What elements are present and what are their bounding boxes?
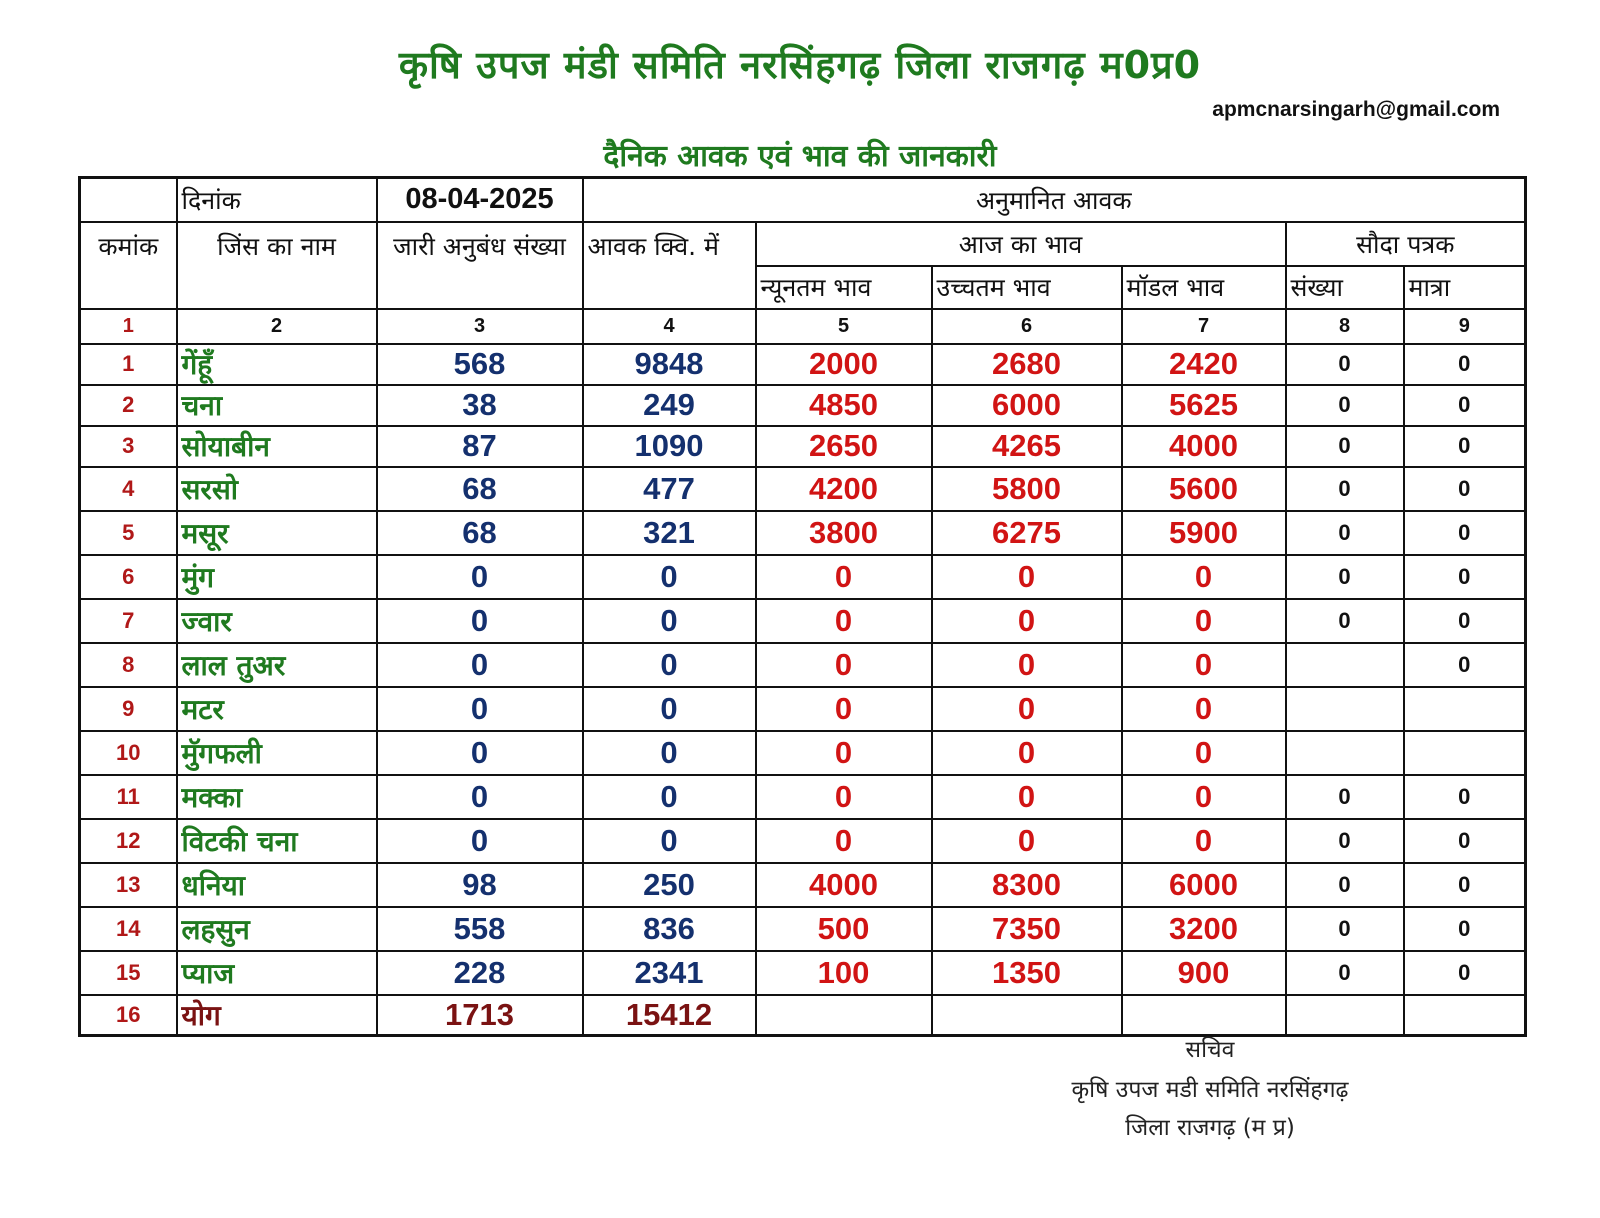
modal-price-cell: 5600 <box>1122 467 1286 511</box>
sauda-count-cell: 0 <box>1286 907 1404 951</box>
table-row <box>80 599 1526 643</box>
sauda-qty-cell: 0 <box>1404 599 1526 643</box>
date-value: 08-04-2025 <box>377 178 583 222</box>
max-price-cell: 1350 <box>932 951 1122 995</box>
signature-line-1: कृषि उपज मडी समिति नरसिंहगढ़ <box>1071 1077 1349 1103</box>
modal-price-cell: 0 <box>1122 731 1286 775</box>
sauda-count-cell: 0 <box>1286 951 1404 995</box>
sauda-count-cell: 0 <box>1286 511 1404 555</box>
crop-name-cell: लाल तुअर <box>177 643 377 687</box>
modal-price-cell: 5900 <box>1122 511 1286 555</box>
min-price-cell: 4000 <box>756 863 932 907</box>
contract-count-cell: 68 <box>377 511 583 555</box>
sauda-qty-cell: 0 <box>1404 775 1526 819</box>
crop-name-cell: गेंहूँ <box>177 344 377 385</box>
modal-price-cell: 0 <box>1122 599 1286 643</box>
crop-name-cell: मुॅगफली <box>177 731 377 775</box>
modal-price-cell: 6000 <box>1122 863 1286 907</box>
serial-cell: 4 <box>80 467 177 511</box>
max-price-cell: 0 <box>932 819 1122 863</box>
arrival-cell: 836 <box>583 907 756 951</box>
min-price-cell: 2650 <box>756 426 932 467</box>
sauda-count-cell: 0 <box>1286 344 1404 385</box>
serial-cell: 5 <box>80 511 177 555</box>
arrival-quintal-header: आवक क्वि. में <box>583 222 756 309</box>
table-row <box>80 863 1526 907</box>
sauda-qty-cell: 0 <box>1404 951 1526 995</box>
table-row <box>80 467 1526 511</box>
contract-count-cell: 0 <box>377 819 583 863</box>
crop-name-cell: विटकी चना <box>177 819 377 863</box>
column-number: 5 <box>756 309 932 344</box>
serial-cell: 13 <box>80 863 177 907</box>
arrival-cell: 1090 <box>583 426 756 467</box>
column-number: 8 <box>1286 309 1404 344</box>
table-row <box>80 819 1526 863</box>
min-price-header: न्यूनतम भाव <box>756 266 932 309</box>
crop-name-cell: प्याज <box>177 951 377 995</box>
max-price-cell: 6275 <box>932 511 1122 555</box>
sauda-qty-cell: 0 <box>1404 344 1526 385</box>
empty-cell <box>1122 995 1286 1036</box>
column-number: 6 <box>932 309 1122 344</box>
header-row-main <box>80 222 1526 266</box>
crop-name-cell: लहसुन <box>177 907 377 951</box>
serial-cell: 9 <box>80 687 177 731</box>
contract-count-cell: 0 <box>377 775 583 819</box>
arrival-cell: 250 <box>583 863 756 907</box>
total-serial: 16 <box>80 995 177 1036</box>
max-price-cell: 4265 <box>932 426 1122 467</box>
contract-count-header: जारी अनुबंध संख्या <box>377 222 583 309</box>
arrival-cell: 0 <box>583 819 756 863</box>
min-price-cell: 0 <box>756 555 932 599</box>
table-row <box>80 555 1526 599</box>
empty-cell <box>1286 995 1404 1036</box>
modal-price-header: मॉडल भाव <box>1122 266 1286 309</box>
table-row <box>80 907 1526 951</box>
min-price-cell: 0 <box>756 775 932 819</box>
page-title: कृषि उपज मंडी समिति नरसिंहगढ़ जिला राजगढ़ म0प्र0 <box>398 43 1202 87</box>
table-row <box>80 687 1526 731</box>
column-number: 4 <box>583 309 756 344</box>
sauda-count-cell: 0 <box>1286 555 1404 599</box>
modal-price-cell: 0 <box>1122 643 1286 687</box>
contract-count-cell: 68 <box>377 467 583 511</box>
min-price-cell: 0 <box>756 731 932 775</box>
min-price-cell: 2000 <box>756 344 932 385</box>
contract-count-cell: 228 <box>377 951 583 995</box>
sauda-qty-cell: 0 <box>1404 907 1526 951</box>
total-row <box>80 995 1526 1036</box>
contract-count-cell: 0 <box>377 687 583 731</box>
max-price-cell: 5800 <box>932 467 1122 511</box>
table-row <box>80 426 1526 467</box>
sauda-qty-cell: 0 <box>1404 819 1526 863</box>
sauda-count-cell: 0 <box>1286 819 1404 863</box>
crop-name-cell: मुंग <box>177 555 377 599</box>
serial-cell: 7 <box>80 599 177 643</box>
max-price-cell: 0 <box>932 731 1122 775</box>
crop-name-cell: सरसो <box>177 467 377 511</box>
serial-cell: 1 <box>80 344 177 385</box>
column-number: 1 <box>80 309 177 344</box>
sauda-count-cell: 0 <box>1286 467 1404 511</box>
sauda-qty-cell: 0 <box>1404 467 1526 511</box>
empty-cell <box>756 995 932 1036</box>
min-price-cell: 4200 <box>756 467 932 511</box>
sauda-count-cell: 0 <box>1286 599 1404 643</box>
max-price-cell: 0 <box>932 643 1122 687</box>
contract-count-cell: 87 <box>377 426 583 467</box>
crop-name-header: जिंस का नाम <box>177 222 377 309</box>
total-label: योग <box>177 995 377 1036</box>
quantity-header: मात्रा <box>1404 266 1526 309</box>
page-subtitle: दैनिक आवक एवं भाव की जानकारी <box>603 139 997 174</box>
table-row <box>80 511 1526 555</box>
contract-count-cell: 568 <box>377 344 583 385</box>
sauda-qty-cell: 0 <box>1404 555 1526 599</box>
max-price-cell: 6000 <box>932 385 1122 426</box>
serial-cell: 14 <box>80 907 177 951</box>
sauda-qty-cell <box>1404 687 1526 731</box>
serial-cell: 10 <box>80 731 177 775</box>
empty-cell <box>932 995 1122 1036</box>
count-header: संख्या <box>1286 266 1404 309</box>
sauda-qty-cell: 0 <box>1404 385 1526 426</box>
sauda-count-cell: 0 <box>1286 863 1404 907</box>
arrival-cell: 0 <box>583 643 756 687</box>
arrival-cell: 0 <box>583 599 756 643</box>
max-price-cell: 8300 <box>932 863 1122 907</box>
arrival-cell: 0 <box>583 687 756 731</box>
contract-count-cell: 98 <box>377 863 583 907</box>
arrival-cell: 0 <box>583 775 756 819</box>
total-arrival: 15412 <box>583 995 756 1036</box>
min-price-cell: 0 <box>756 687 932 731</box>
contract-count-cell: 0 <box>377 555 583 599</box>
arrival-cell: 321 <box>583 511 756 555</box>
modal-price-cell: 0 <box>1122 775 1286 819</box>
serial-cell: 8 <box>80 643 177 687</box>
sauda-count-cell: 0 <box>1286 385 1404 426</box>
modal-price-cell: 0 <box>1122 555 1286 599</box>
sauda-qty-cell: 0 <box>1404 426 1526 467</box>
contract-count-cell: 0 <box>377 731 583 775</box>
header-row-date <box>80 178 1526 222</box>
contract-count-cell: 0 <box>377 643 583 687</box>
max-price-cell: 0 <box>932 555 1122 599</box>
sauda-count-cell <box>1286 643 1404 687</box>
contract-count-cell: 38 <box>377 385 583 426</box>
min-price-cell: 0 <box>756 643 932 687</box>
max-price-cell: 7350 <box>932 907 1122 951</box>
crop-name-cell: मटर <box>177 687 377 731</box>
serial-cell: 6 <box>80 555 177 599</box>
max-price-cell: 0 <box>932 687 1122 731</box>
modal-price-cell: 0 <box>1122 687 1286 731</box>
signature-designation: सचिव <box>1185 1037 1235 1063</box>
sauda-qty-cell: 0 <box>1404 863 1526 907</box>
max-price-cell: 2680 <box>932 344 1122 385</box>
market-rate-table <box>78 176 1527 1037</box>
max-price-cell: 0 <box>932 599 1122 643</box>
modal-price-cell: 900 <box>1122 951 1286 995</box>
contact-email: apmcnarsingarh@gmail.com <box>1212 98 1500 121</box>
table-row <box>80 731 1526 775</box>
arrival-cell: 249 <box>583 385 756 426</box>
table-row <box>80 775 1526 819</box>
modal-price-cell: 4000 <box>1122 426 1286 467</box>
min-price-cell: 0 <box>756 819 932 863</box>
modal-price-cell: 5625 <box>1122 385 1286 426</box>
column-number: 9 <box>1404 309 1526 344</box>
min-price-cell: 3800 <box>756 511 932 555</box>
min-price-cell: 100 <box>756 951 932 995</box>
modal-price-cell: 0 <box>1122 819 1286 863</box>
min-price-cell: 0 <box>756 599 932 643</box>
blank-cell <box>80 178 177 222</box>
table-row <box>80 385 1526 426</box>
arrival-cell: 477 <box>583 467 756 511</box>
min-price-cell: 4850 <box>756 385 932 426</box>
crop-name-cell: मक्का <box>177 775 377 819</box>
arrival-cell: 0 <box>583 731 756 775</box>
crop-name-cell: सोयाबीन <box>177 426 377 467</box>
crop-name-cell: मसूर <box>177 511 377 555</box>
total-contract: 1713 <box>377 995 583 1036</box>
serial-cell: 3 <box>80 426 177 467</box>
arrival-cell: 2341 <box>583 951 756 995</box>
max-price-header: उच्चतम भाव <box>932 266 1122 309</box>
sauda-count-cell <box>1286 731 1404 775</box>
crop-name-cell: धनिया <box>177 863 377 907</box>
crop-name-cell: चना <box>177 385 377 426</box>
modal-price-cell: 3200 <box>1122 907 1286 951</box>
estimated-arrival-header: अनुमानित आवक <box>583 178 1526 222</box>
sauda-count-cell <box>1286 687 1404 731</box>
arrival-cell: 9848 <box>583 344 756 385</box>
column-number-row <box>80 309 1526 344</box>
sauda-count-cell: 0 <box>1286 775 1404 819</box>
column-number: 2 <box>177 309 377 344</box>
column-number: 7 <box>1122 309 1286 344</box>
signature-line-2: जिला राजगढ़ (म प्र) <box>1125 1115 1295 1141</box>
sauda-count-cell: 0 <box>1286 426 1404 467</box>
date-label: दिनांक <box>177 178 377 222</box>
contract-count-cell: 558 <box>377 907 583 951</box>
serial-cell: 12 <box>80 819 177 863</box>
max-price-cell: 0 <box>932 775 1122 819</box>
table-row <box>80 643 1526 687</box>
today-price-header: आज का भाव <box>756 222 1286 266</box>
sauda-qty-cell <box>1404 731 1526 775</box>
sauda-qty-cell: 0 <box>1404 643 1526 687</box>
arrival-cell: 0 <box>583 555 756 599</box>
table-row <box>80 951 1526 995</box>
sauda-patrak-header: सौदा पत्रक <box>1286 222 1526 266</box>
crop-name-cell: ज्वार <box>177 599 377 643</box>
sauda-qty-cell: 0 <box>1404 511 1526 555</box>
serial-header: कमांक <box>80 222 177 309</box>
table-row <box>80 344 1526 385</box>
serial-cell: 15 <box>80 951 177 995</box>
column-number: 3 <box>377 309 583 344</box>
serial-cell: 11 <box>80 775 177 819</box>
contract-count-cell: 0 <box>377 599 583 643</box>
empty-cell <box>1404 995 1526 1036</box>
modal-price-cell: 2420 <box>1122 344 1286 385</box>
min-price-cell: 500 <box>756 907 932 951</box>
serial-cell: 2 <box>80 385 177 426</box>
